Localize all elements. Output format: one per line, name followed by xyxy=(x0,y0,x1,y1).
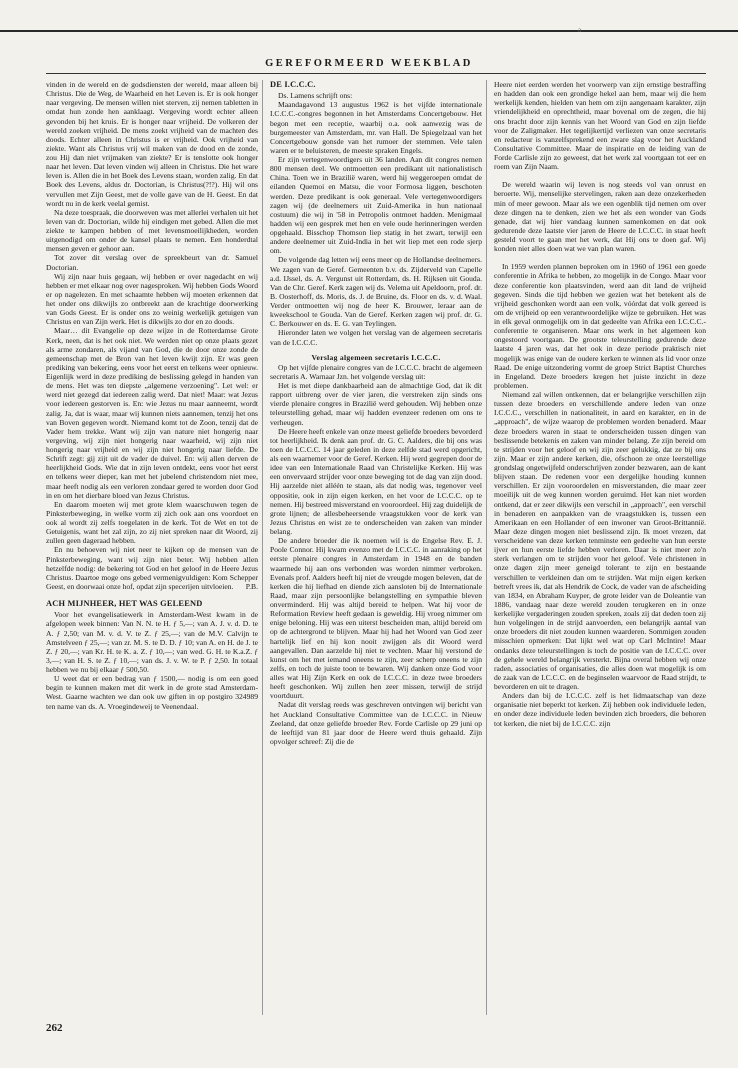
section-title: DE I.C.C.C. xyxy=(270,80,316,89)
paragraph: Heere niet eerden werden het voorwerp van zijn ernstige bestraffing en hadden dan ook een grondige hekel aan hem, maar wij die hem werkelijk kenden, hielden van hem om zijn aangenaam karakter, zijn vriendelijkheid en oprechtheid, maar bovenal om de zegen, die hij ons bracht door zijn kennis van het Woord van God en zijn liefde voor de Zaligmaker. Het tegelijkertijd verliezen van onze secretaris en redacteur is vanzelfsprekend een zware slag voor het Auckland Consultative Committee. Maar de inspiratie en de leiding van de Forde Carlisle zijn zo geweest, dat het werk zal voortgaan tot eer en roem van Zijn Naam. xyxy=(494,80,706,172)
column-right xyxy=(494,80,706,728)
paragraph: Na deze toespraak, die doorweven was met allerlei verhalen uit het leven van dr. Doctorian, wilde hij eindigen met gebed. Allen die met ziekte te kampen hebben of met levensmoeilijkheden, worden uitgenodigd om onder de kansel plaats te nemen. Een honderdtal mensen geven er gehoor aan. xyxy=(46,207,258,254)
header-rule xyxy=(46,73,706,74)
top-rule xyxy=(0,30,738,32)
signature: P.B. xyxy=(245,582,258,591)
column-divider xyxy=(262,80,263,1015)
paragraph: Het is met diepe dankbaarheid aan de almachtige God, dat ik dit rapport uitbreng over de vier jaren, die verstreken zijn sinds ons vierde plenaire congres in Brazilië werd gehouden. Wij hebben onze teleurstelling gehad, maar wij hadden evenzeer redenen om ons te verheugen. xyxy=(270,381,482,427)
paragraph: U weet dat er een bedrag van ƒ 1500,— nodig is om een goed begin te kunnen maken met dit werk in de grote stad Amsterdam-West. Gaarne wachten we dan ook uw giften in op postgiro 324989 ten name van ds. A. Vroegindeweij te Veenendaal. xyxy=(46,674,258,711)
paragraph: Er zijn vertegenwoordigers uit 36 landen. Aan dit congres nemen 800 mensen deel. We ontmoetten een predikant uit nationalistisch China. Toen we in Brazilië waren, werd hij weggeroepen omdat de eilanden Quemoi en Matsu, die voor Formosa liggen, beschoten werden. Deze predikant is ook generaal. Vele vertegenwoordigers zagen wij (de deelnemers uit Zuid-Amerika in hun nationaal costuum) die wij in '58 in Petropolis ontmoet hadden. Menigmaal hadden wij een gesprek met hen en vele oude herinneringen werden opgehaald. Bisschop Thomson liep statig in het zwart, terwijl een andere deelnemer uit Zuid-India in het wit liep met een rode sjerp om. xyxy=(270,155,482,256)
paragraph: Op het vijfde plenaire congres van de I.C.C.C. bracht de algemeen secretaris A. Warnaar Jzn. het volgende verslag uit: xyxy=(270,362,482,381)
subsection-title: Verslag algemeen secretaris I.C.C.C. xyxy=(311,352,441,362)
paragraph: vinden in de wereld en de godsdiensten der wereld, maar alleen bij Christus. Die de Weg, de Waarheid en het Leven is. Er is ook honger naar vergeving. De mensen willen niet sterven, zij nemen tabletten in omdat hun zonde hen aanklaagt. Vergeving wordt echter alleen gevonden bij het kruis. Er is honger naar vrijheid. De volkeren der wereld zoeken vrijheid. De mens zoekt vrijheid van de machten des doods. Echter alleen in Christus is er vrijheid. Ook vrijheid van ziekte. Want als Christus vrij wil maken van de dood en de zonde, zou Hij dan niet vrijmaken van ziekte? Er is tenslotte ook honger naar het leven. Dat leven vinden wij alleen in Christus. Die het ware leven is. Allen die in het Boek des Levens staan, worden zalig. En dat Boek des Levens, aldus dr. Doctorian, is Christus(?!?). Hij wil ons vervullen met Zijn Geest, met de volle gave van de H. Geest. En dat wordt nu in de kerk veelal gemist. xyxy=(46,80,258,208)
paragraph: De volgende dag letten wij eens meer op de Hollandse deelnemers. We zagen van de Geref. Gemeenten b.v. ds. Zijderveld van Capelle a.d. IJssel, ds. A. Vergunst uit Rotterdam, ds. H. Rijksen uit Gouda. Van de Chr. Geref. Kerk zagen wij ds. Velema uit Apeldoorn, prof. dr. B. Oosterhoff, ds. Moris, ds. J. de Bruine, ds. Floor en ds. v. d. Waal. Verder ontmoetten wij nog de heer K. Brouwer, leraar aan de kweekschool te Gouda. Van de Geref. Kerken zagen wij prof. dr. G. C. Berkouwer en ds. E. G. van Teylingen. xyxy=(270,255,483,329)
section-title: ACH MIJNHEER, HET WAS GELEEND xyxy=(46,599,203,609)
column-divider xyxy=(486,80,487,1015)
corner-mark: a xyxy=(578,26,582,34)
paragraph: In 1959 werden plannen beproken om in 1960 of 1961 een goede conferentie in Afrika te hebben, zo mogelijk in de Congo. Maar voor deze conferentie kon plaatsvinden, werd aan dit land de vrijheid gegeven. Sinds die tijd hebben we gezien wat het betekent als de vrijheid geschonken wordt aan een volk, vóórdat dat volk gereed is om de vrijheid op een verantwoordelijke wijze te gebruiken. Het was in elk geval onmogelijk om in dat gedeelte van Afrika een I.C.C.C.-conferentie te organiseren. Maar ons werk in het algemeen kon ongestoord voortgaan. De grootste teleurstelling gedurende deze laatste 4 jaren was, dat het ook in deze periode praktisch niet mogelijk was enige van de oudere kerken te winnen als lid voor onze Raad. De enige uitzondering vormt de groep Strict Baptist Churches in Engeland. Deze broeders kregen het juiste inzicht in deze problemen. xyxy=(494,262,706,390)
page-number: 262 xyxy=(46,1022,63,1034)
paragraph: De wereld waarin wij leven is nog steeds vol van onrust en beroerte. Wij, menselijke stervelingen, raken aan deze onzekerheden min of meer gewoon. Maar als we een ogenblik tijd nemen om over deze dingen na te denken, zien we het als een wonder van Gods genade, dat wij hier vandaag kunnen samenkomen en dat ook gedurende deze laatste vier jaren de Heere de I.C.C.C. in staat heeft gesteld voort te gaan met het werk, dat Hij ons te doen gaf. Wij konden niet alles doen wat we van plan waren. xyxy=(494,180,706,254)
page-header: GEREFORMEERD WEEKBLAD xyxy=(265,58,473,69)
paragraph: Maandagavond 13 augustus 1962 is het vijfde internationale I.C.C.C.-congres begonnen in het Amsterdams Concertgebouw. Het begon met een receptie, waarbij o.a. ook aanwezig was de burgemeester van Amsterdam, mr. van Hall. De Spiegelzaal van het Concertgebouw gonsde van het rumoer der stemmen. Vele talen waren er te beluisteren, de meeste spraken Engels. xyxy=(270,100,482,155)
paragraph: De Heere heeft enkele van onze meest geliefde broeders bevorderd tot heerlijkheid. Ik denk aan prof. dr. G. C. Aalders, die bij ons was toen de I.C.C.C. 14 jaar geleden in deze zelfde stad werd opgericht, als een waarnemer voor de Geref. Kerken. Hij werd gegrepen door de idee van een Internationale Raad van Christelijke Kerken. Hij was een onvervaard strijder voor onze beweging tot de dag van zijn dood. Hij aarzelde niet alléén te staan, als dat nodig was, tegenover veel oppositie, ook in zijn eigen kerken, en het voor de I.C.C.C. op te nemen. Hij bestreed misverstand en vooroordeel. Hij zag duidelijk de grote lijnen; de allesbeheersende vraagstukken voor de kerk van Jezus Christus en wist ze te onderscheiden van zaken van minder belang. xyxy=(270,426,482,536)
paragraph: En daarom moeten wij met grote klem waarschuwen tegen de Pinksterbeweging, in welke vorm zij zich ook aan ons voordoet en ook al wordt zij zelfs toegelaten in de kerk. Tot de Wet en tot de Getuigenis, want het zal zijn, zo zij niet spreken naar dit Woord, zij zullen geen dageraad hebben. xyxy=(46,499,258,546)
paragraph: En nu behoeven wij niet neer te kijken op de mensen van de Pinksterbeweging, want wij zijn niet beter. Wij hebben allen hetzelfde nodig: de bekering tot God en het geloof in de Heere Jezus Christus. Daartoe moge ons gebed vermenigvuldigen: Kom Schepper Geest, en doorwaai onze hof, opdat zijn specerijen uitvloeien. xyxy=(46,545,258,591)
paragraph: Tot zover dit verslag over de spreekbeurt van dr. Samuel Doctorian. xyxy=(46,253,258,272)
column-middle xyxy=(270,80,482,746)
paragraph: Voor het evangelisatiewerk in Amsterdam-West kwam in de afgelopen week binnen: Van N. N. te H. ƒ 5,—; van A. J. v. d. D. te A. ƒ 2,50; van M. v. d. V. te Z. ƒ 25,—; van de M.V. Calvijn te Amstelveen ƒ 25,—; van zr. M. S. te D. D. ƒ 10; van A. en H. de J. te Z. ƒ 20,—; van Kr. H. te K. a. Z. ƒ 10,—; van wed. G. H. te K.a.Z. ƒ 3,—; van H. S. te Z. ƒ 10,—; van ds. J. v. W. te P. ƒ 2,50. In totaal hebben we nu bij elkaar ƒ 500,50. xyxy=(46,610,258,674)
paragraph: Anders dan bij de I.C.C.C. zelf is het lidmaatschap van deze organisatie niet beperkt tot kerken. Zij hebben ook individuele leden, en onder deze individuele leden bevinden zich broeders, die behoren tot kerken, die niet bij de I.C.C.C. zijn xyxy=(494,691,706,728)
paragraph: Ds. Lamens schrijft ons: xyxy=(278,91,353,101)
paragraph: Maar… dit Evangelie op deze wijze in de Rotterdamse Grote Kerk, neen, dat is het ook niet. We werden niet op onze plaats gezet als arme zondaren, als vijand van God, die de door onze zonde de gemeenschap met de Bron van het leven kwijt zijn. Er was geen prediking van bekering, eens voor het eerst en telkens weer opnieuw. Eigenlijk werd in deze prediking de beslissing gelegd in handen van de mens. Het was ten diepste „algemene verzoening". Let wel: er werd niet gezegd dat iedereen zalig werd. Dat niet! Maar: wat Jezus voor iedereen gestorven is. En: wie Jezus nu maar aanneemt, wordt zalig. Ja, dat is waar, maar wij kunnen niets aannemen, tenzij het ons van Boven gegeven wordt. Niemand komt tot de Zoon, tenzij dat de Vader hem trekke. Want wij zijn van nature niet hongerig naar vergeving, wij zijn niet hongerig naar waarheid, wij zijn niet hongerig naar vrijheid en wij zijn niet hongerig naar liefde. De Schrift zegt: gij zijt uit de vader de duivel. En: wij allen derven de heerlijkheid Gods. Wie dat in zijn leven ontdekt, eens voor het eerst en telkens weer dieper, kan met het jubelend christendom niet mee, maar heeft nodig als een verloren zondaar gered te worden door God in en om het dierbare bloed van Jezus Christus. xyxy=(46,326,258,500)
paragraph: De andere broeder die ik noemen wil is de Engelse Rev. E. J. Poole Connor. Hij kwam evenzo met de I.C.C.C. in aanraking op het eerste plenaire congres in Amsterdam in 1948 en de banden waarmede hij aan ons verbonden was worden nimmer verbroken. Evenals prof. Aalders heeft hij niet de vreugde mogen beleven, dat de kerken die hij liefhad en diende zich aansloten bij de Internationale Raad, maar zijn persoonlijke belangstelling en sympathie bleven onverminderd. Hij was altijd bereid te helpen. Wat hij voor de Reformation Review heeft gedaan is geweldig. Hij vroeg nimmer om enige beloning. Hij was een uiterst bescheiden man, altijd bereid om op de achtergrond te blijven. Maar hij had het Woord van God zeer hartelijk lief en hij kon nooit zwijgen als dit Woord werd aangevallen. Dan aarzelde hij niet te vechten. Maar hij verstond de kunst om het met iemand oneens te zijn, zeer scherp oneens te zijn zelfs, en toch de juiste toon te bewaren. Wij danken onze God voor alles wat Hij Zijn Kerk en ook de I.C.C.C. in deze twee broeders heeft geschonken. Wij zullen hen zeer missen, terwijl de strijd voortduurt. xyxy=(270,536,482,701)
paragraph: Niemand zal willen ontkennen, dat er belangrijke verschillen zijn tussen deze broeders en verschillende andere leden van onze I.C.C.C., verschillen in nationaliteit, in aard en karakter, en in de „approach", de wijze waarop de problemen worden benaderd. Maar deze broeders waren in staat te onderscheiden tussen dingen van beslissende betekenis en zaken van minder belang. Ze zijn bereid om te strijden voor het geloof en wij zijn zeer gelukkig, dat ze bij ons zijn. Maar er zijn andere kerken, die, ofschoon ze onze leerstellige grondslag ongetwijfeld onderschrijven zonder bezwaren, aan de kant blijven staan. De redenen voor een dergelijke houding kunnen verschillen. Er zijn vooroordelen en misverstanden, die maar zeer moeilijk uit de weg kunnen worden geruimd. Het kan niet worden ontkend, dat er zeer dikwijls een verschil in „approach", een verschil in benaderen en aanpakken van de vraagstukken is, tussen een Amerikaan en een Hollander of een inwoner van Groot-Brittannië. Maar deze dingen mogen niet beslissend zijn. Ik moet vrezen, dat verscheidene van deze kerken tenminste een gedeelte van hun eerste ijver en hun eerste liefde hebben verloren. Daar is niet meer zo'n sterk verlangen om te strijden voor het geloof. Vele christenen in onze dagen zijn meer geneigd tolerant te zijn en bestaande verschillen te verkleinen dan om te strijden. Wat mijn eigen kerken betreft vrees ik, dat als Hendrik de Cock, de vader van de afscheiding van 1834, en Abraham Kuyper, de grote leider van de Doleantie van 1886, vandaag naar deze wereld zouden terugkeren en in onze kerkelijke vergaderingen zouden spreken, zoals zij dat deden toen zij hun volgelingen in de strijd aanvoerden, een belangrijk aantal van onze broeders dit niet zouden kunnen waarderen. Sommigen zouden misschien opmerken: Dat lijkt wel wat op Carl McIntire! Maar ondanks deze teleurstellingen is toch de positie van de I.C.C.C. over de gehele wereld belangrijk versterkt. Bijna overal hebben wij onze raden, associaties of organisaties, die alles doen wat mogelijk is om de zaak van de I.C.C.C. en de beginselen waarvoor de Raad strijdt, te bevorderen en uit te dragen. xyxy=(494,390,706,691)
paragraph: Hieronder laten we volgen het verslag van de algemeen secretaris van de I.C.C.C. xyxy=(270,328,482,347)
column-left xyxy=(46,80,258,711)
paragraph: Nadat dit verslag reeds was geschreven ontvingen wij bericht van het Auckland Consultative Committee van de I.C.C.C. in Nieuw Zeeland, dat onze geliefde broeder Rev. Forde Carlisle op 29 juni op de leeftijd van 81 jaar door de Heere werd thuis gehaald. Zijn opvolger schreef: Zij die de xyxy=(270,700,482,746)
paragraph: Wij zijn naar huis gegaan, wij hebben er over nagedacht en wij hebben er met elkaar nog over nagesproken. Wij hebben Gods Woord er op nagelezen. En met schaamte hebben wij moeten erkennen dat het onder ons dikwijls zo ontbreekt aan de krachtige doorwerking van Gods Geest. Er is onder ons zo weinig werkelijk getuigen van Christus en van Zijn werk. Het is dikwijls zo dor en zo doods. xyxy=(46,271,258,327)
